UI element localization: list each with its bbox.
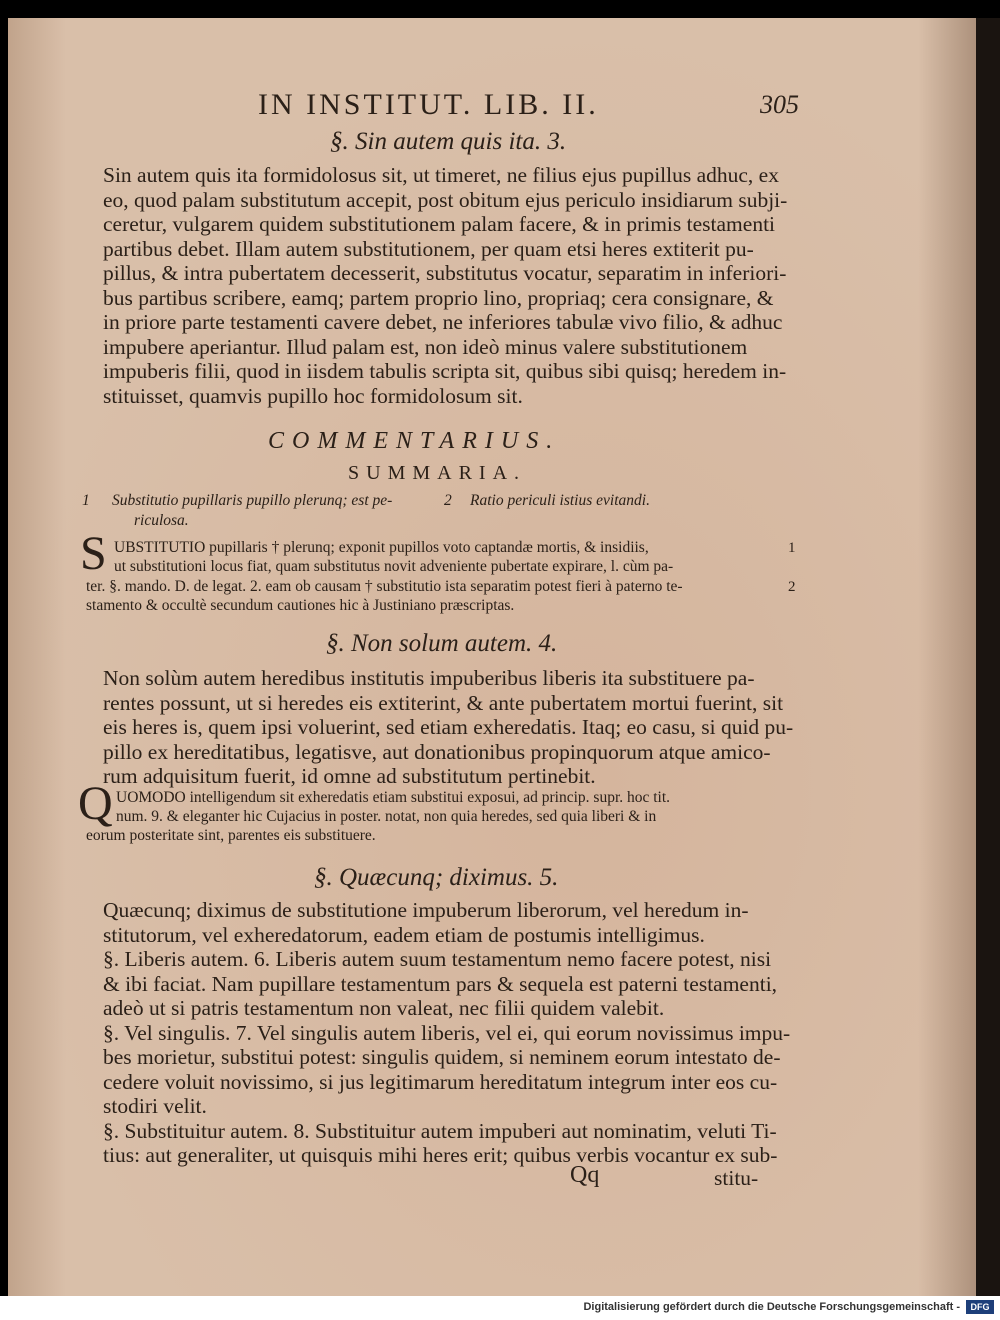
text-line: in priore parte testamenti cavere debet, ne inferiores tabulæ vivo filio, & adhuc xyxy=(103,310,783,334)
section-3-text xyxy=(103,163,787,408)
drop-cap-s: S xyxy=(80,527,107,580)
summary-item-1-cont: riculosa. xyxy=(134,512,189,529)
section-4-text xyxy=(103,666,793,789)
drop-cap-q: Q xyxy=(78,777,113,830)
text-line: stitutorum, vel exheredatorum, eadem etiam de postumis intelligimus. xyxy=(103,922,705,947)
text-line: §. Liberis autem. 6. Liberis autem suum testamentum nemo facere potest, nisi xyxy=(103,947,772,971)
text-line: adeò ut si patris testamentum non valeat, nec filii quidem valebit. xyxy=(103,996,665,1020)
text-line: impuberis filii, quod in iisdem tabulis scripta sit, quibus sibi quisq; heredem in- xyxy=(103,359,787,383)
text-line: tius: aut generaliter, ut quisquis mihi heres erit; quibus verbis vocantur ex sub- xyxy=(103,1143,778,1167)
summary-num-1: 1 xyxy=(82,492,90,509)
text-line: num. 9. & eleganter hic Cujacius in poster. notat, non quia heredes, sed quia liberi & in xyxy=(116,808,657,825)
text-line: Sin autem quis ita formidolosus sit, ut timeret, ne filius ejus pupillus adhuc, ex xyxy=(103,163,779,187)
text-line: UBSTITUTIO pupillaris † plerunq; exponit pupillos voto captandæ mortis, & insidiis, xyxy=(114,539,649,556)
section-heading-3: §. Sin autem quis ita. 3. xyxy=(330,128,567,155)
credit-bar xyxy=(0,1296,1000,1320)
dfg-logo: DFG xyxy=(966,1300,994,1314)
text-line: §. Substituitur autem. 8. Substituitur autem impuberi aut nominatim, veluti Ti- xyxy=(103,1118,777,1143)
summary-item-1: Substitutio pupillaris pupillo plerunq; est pe- xyxy=(112,492,393,509)
section-heading-4: §. Non solum autem. 4. xyxy=(326,630,558,657)
catchword: stitu- xyxy=(714,1166,759,1190)
signature-mark: Qq xyxy=(570,1162,600,1188)
margin-number-1: 1 xyxy=(788,540,796,556)
text-line: ut substitutioni locus fiat, quam substitutus novit adveniente pubertate expirare, l. cùm pa- xyxy=(114,558,674,575)
text-line: pillo ex hereditatibus, legatisve, aut donationibus propinquorum atque amico- xyxy=(103,739,771,764)
credit-text: Digitalisierung gefördert durch die Deutsche Forschungsgemeinschaft - xyxy=(583,1301,960,1313)
note-text xyxy=(116,788,670,826)
text-line: cedere voluit novissimo, si jus legitimarum hereditatum integrum inter eos cu- xyxy=(103,1069,778,1094)
text-line: ceretur, vulgarem quidem substitutionem palam facere, & in primis testamenti xyxy=(103,212,776,236)
text-line: bes morietur, substitui potest: singulis quidem, si neminem eorum intestato de- xyxy=(103,1045,781,1069)
text-line: stituisset, quamvis pupillo hoc formidolosum sit. xyxy=(103,383,523,408)
page-edge-shadow xyxy=(976,18,1000,1298)
summary-num-2: 2 xyxy=(444,492,452,509)
text-line: partibus debet. Illam autem substitutionem, per quam etsi heres extiterit pu- xyxy=(103,236,754,261)
commentary-title: COMMENTARIUS. xyxy=(268,428,561,454)
commentary-text xyxy=(114,538,673,576)
text-line: impubere aperiantur. Illud palam est, non ideò minus valere substitutionem xyxy=(103,334,748,359)
text-line: §. Vel singulis. 7. Vel singulis autem liberis, vel ei, qui eorum novissimus impu- xyxy=(103,1020,791,1045)
text-line: stodiri velit. xyxy=(103,1094,207,1118)
text-line: & ibi faciat. Nam pupillare testamentum pars & sequela est paterni testamenti, xyxy=(103,971,778,996)
section-5-text xyxy=(103,898,790,1168)
text-line: bus partibus scribere, eamq; partem proprio lino, propriaq; cera consignare, & xyxy=(103,285,774,310)
text-line: rum adquisitum fuerit, id omne ad substitutum pertinebit. xyxy=(103,764,596,788)
text-line: ter. §. mando. D. de legat. 2. eam ob causam † substitutio ista separatim potest fieri à paterno te- xyxy=(86,578,683,595)
text-line: eo, quod palam substitutum accepit, post obitum ejus periculo insidiarum subji- xyxy=(103,187,788,212)
note-text-cont xyxy=(86,826,376,845)
text-line: UOMODO intelligendum sit exheredatis etiam substitui exposui, ad princip. supr. hoc tit. xyxy=(116,789,671,806)
book-page xyxy=(8,18,976,1296)
text-line: eorum posteritate sint, parentes eis substituere. xyxy=(86,827,376,844)
text-line: Non solùm autem heredibus institutis impuberibus liberis ita substituere pa- xyxy=(103,666,755,690)
text-line: Quæcunq; diximus de substitutione impuberum liberorum, vel heredum in- xyxy=(103,898,749,922)
text-line: stamento & occultè secundum cautiones hic à Justiniano præscriptas. xyxy=(86,597,515,614)
text-line: pillus, & intra pubertatem decesserit, substitutus vocatur, separatim in inferiori- xyxy=(103,261,787,285)
page-number: 305 xyxy=(760,90,799,119)
margin-number-2: 2 xyxy=(788,579,796,595)
running-title: IN INSTITUT. LIB. II. xyxy=(258,88,599,121)
commentary-text-cont xyxy=(86,577,683,615)
summary-item-2: Ratio periculi istius evitandi. xyxy=(470,492,650,509)
text-line: eis heres is, quem ipsi voluerint, sed etiam exheredatis. Itaq; eo casu, si quid pu- xyxy=(103,715,794,739)
text-line: rentes possunt, ut si heredes eis extiterint, & ante pubertatem mortui fuerint, sit xyxy=(103,690,784,715)
summaria-title: SUMMARIA. xyxy=(348,462,527,484)
section-heading-5: §. Quæcunq; diximus. 5. xyxy=(314,864,559,891)
